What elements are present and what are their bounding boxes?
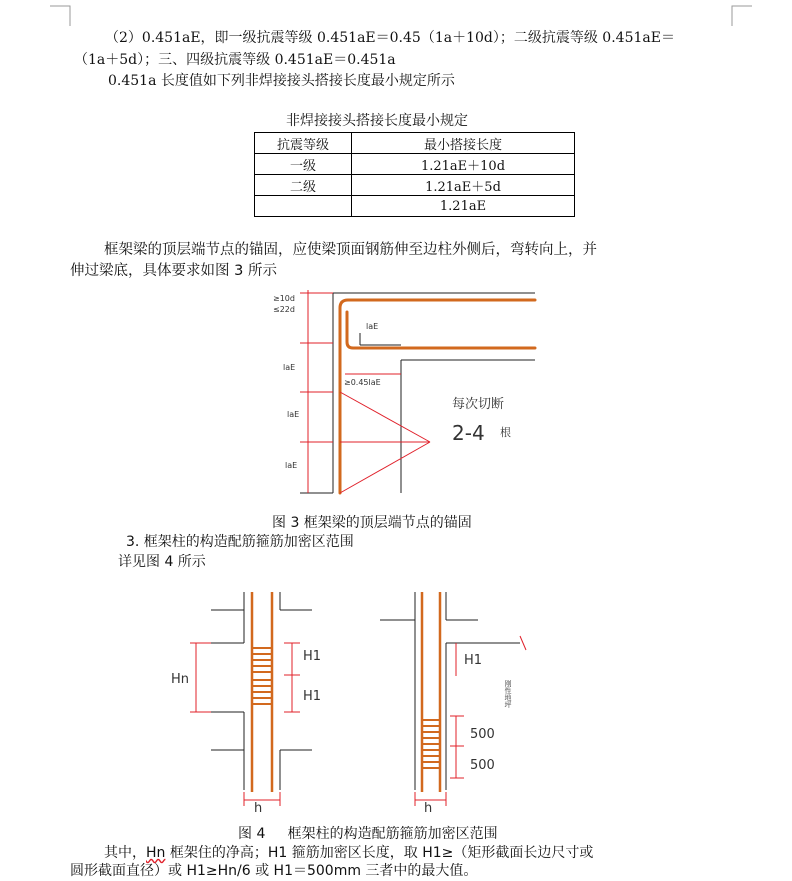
- lap-length-table: [254, 132, 575, 217]
- fig4-label-hn: Hn: [171, 672, 190, 687]
- table-cell: [255, 196, 352, 217]
- figure-3-anchorage-diagram: [0, 285, 792, 515]
- fig4-label-side-note: 刚性地坪: [504, 680, 512, 708]
- fig3-label-le22d: ≤22d: [273, 305, 295, 314]
- paragraph-4-line-1: [104, 843, 593, 863]
- section-3-heading: 3. 框架柱的构造配筋箍筋加密区范围: [126, 534, 354, 550]
- fig3-label-ge10d: ≥10d: [273, 294, 295, 303]
- paragraph-4-prefix: 其中，: [104, 845, 146, 861]
- figure-4-column-stirrup-diagram: [0, 585, 792, 820]
- table-header-cell: 抗震等级: [255, 133, 352, 154]
- fig3-label-lae-inner: laE: [366, 322, 379, 331]
- table-cell: 一级: [255, 154, 352, 175]
- see-figure-4: 详见图 4 所示: [118, 554, 206, 570]
- table-row: [255, 154, 575, 175]
- fig3-label-lae-1: laE: [283, 363, 296, 372]
- fig4-label-h-right: h: [424, 801, 433, 816]
- hn-term: Hn: [146, 845, 166, 861]
- table-title: 非焊接接头搭接长度最小规定: [286, 113, 468, 129]
- table-row: [255, 175, 575, 196]
- table-cell: 1.21aE: [352, 196, 575, 217]
- table-header-cell: 最小搭接长度: [352, 133, 575, 154]
- fig3-label-lae-2: laE: [287, 410, 300, 419]
- table-cell: 二级: [255, 175, 352, 196]
- fig4-label-500-b: 500: [470, 758, 495, 773]
- paragraph-2: 0.451a 长度值如下列非焊接接头搭接长度最小规定所示: [108, 73, 455, 89]
- table-header-row: [255, 133, 575, 154]
- page-corner-marks: [0, 0, 792, 30]
- figure-3-caption: 图 3 框架梁的顶层端节点的锚固: [272, 515, 472, 531]
- table-cell: 1.21aE＋5d: [352, 175, 575, 196]
- fig3-label-cut-num: 2-4: [452, 421, 485, 445]
- paragraph-1-line-1: （2）0.451aE，即一级抗震等级 0.451aE＝0.45（1a＋10d）；二级抗震等级 0.451aE＝: [105, 30, 675, 46]
- table-cell: 1.21aE＋10d: [352, 154, 575, 175]
- fig4-label-h-left: h: [254, 801, 263, 816]
- fig4-label-h1-a: H1: [303, 649, 322, 664]
- paragraph-3-line-1: 框架梁的顶层端节点的锚固，应使梁顶面钢筋伸至边柱外侧后，弯转向上，并: [104, 242, 597, 258]
- figure-4-caption: 图 4 框架柱的构造配筋箍筋加密区范围: [238, 826, 498, 842]
- paragraph-4-line-2: 圆形截面直径）或 H1≥Hn/6 或 H1＝500mm 三者中的最大值。: [70, 863, 478, 879]
- fig3-label-045lae: ≥0.45laE: [344, 378, 381, 387]
- fig4-label-500-a: 500: [470, 727, 495, 742]
- fig3-label-lae-3: laE: [285, 461, 298, 470]
- paragraph-3-line-2: 伸过梁底，具体要求如图 3 所示: [70, 263, 277, 279]
- fig4-label-h1-c: H1: [464, 653, 483, 668]
- fig3-label-cut: 每次切断: [452, 397, 505, 412]
- fig3-label-cut-unit: 根: [500, 426, 511, 439]
- paragraph-4-rest: 框架住的净高；H1 箍筋加密区长度，取 H1≥（矩形截面长边尺寸或: [165, 845, 594, 861]
- fig4-label-h1-b: H1: [303, 689, 322, 704]
- table-row: [255, 196, 575, 217]
- paragraph-1-line-2: （1a＋5d）；三、四级抗震等级 0.451aE＝0.451a: [74, 52, 396, 68]
